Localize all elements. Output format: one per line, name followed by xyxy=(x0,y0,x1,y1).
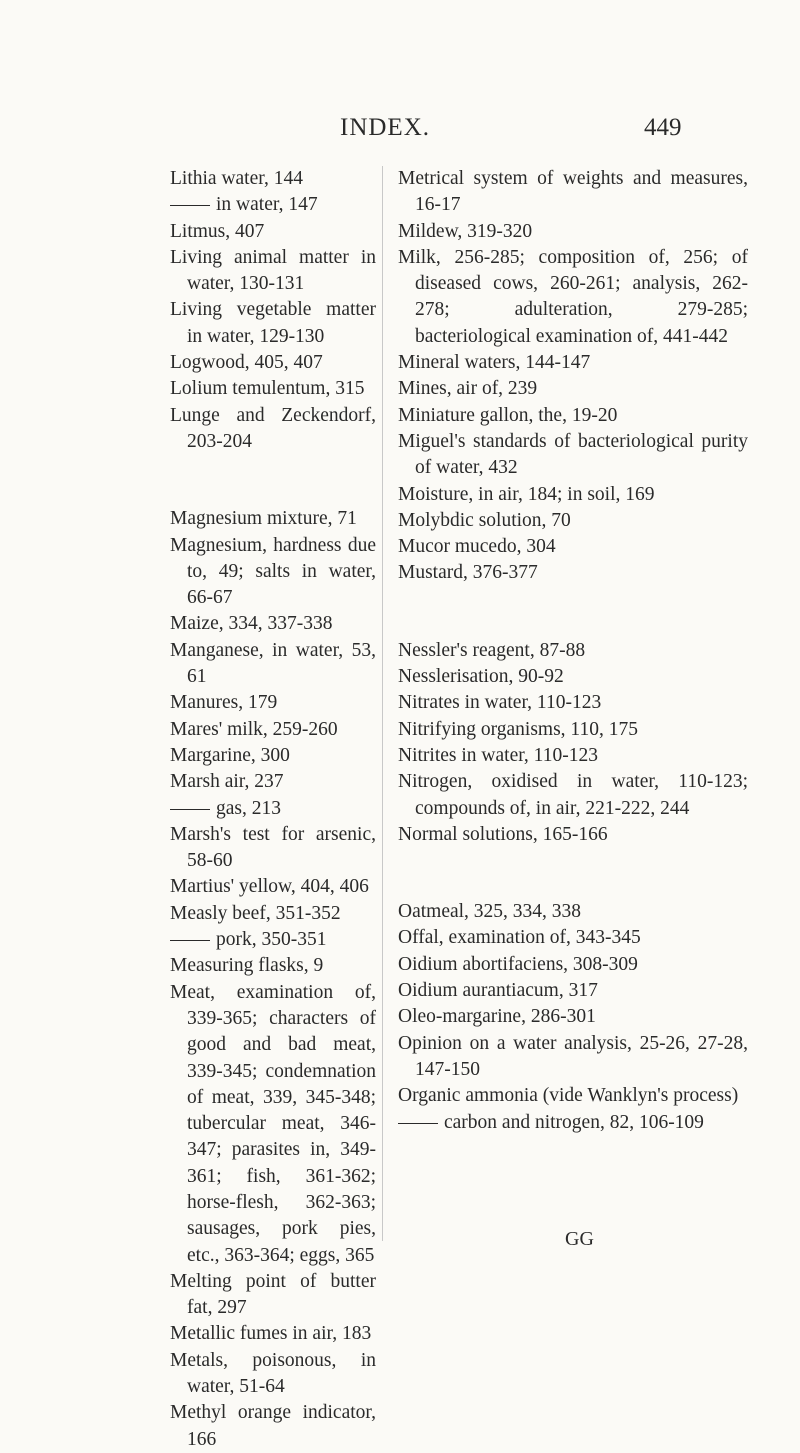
index-entry: Measly beef, 351-352 xyxy=(170,902,341,924)
index-entry: Marsh air, 237 xyxy=(170,771,284,793)
section-gap xyxy=(398,587,748,638)
signature-mark: GG xyxy=(565,1228,594,1250)
index-entry: Metals, poisonous, in water, 51-64 xyxy=(170,1349,376,1398)
ditto-dash xyxy=(170,205,210,206)
index-entry: Nitrogen, oxidised in water, 110-123; compounds of, in air, 221-222, 244 xyxy=(398,771,748,819)
index-entry: in water, 147 xyxy=(170,192,376,218)
index-entry: Melting point of butter fat, 297 xyxy=(170,1270,376,1319)
section-gap xyxy=(170,455,376,506)
index-entry: Oidium aurantiacum, 317 xyxy=(398,980,598,1002)
index-entry: Metallic fumes in air, 183 xyxy=(170,1323,372,1345)
index-entry: Mustard, 376-377 xyxy=(398,562,538,584)
index-entry: Magnesium, hardness due to, 49; salts in water, 66-67 xyxy=(170,534,376,609)
index-entry: Methyl orange indicator, 166 xyxy=(170,1402,376,1450)
column-divider xyxy=(382,166,383,1241)
index-entry: Living vegetable matter in water, 129-130 xyxy=(170,299,376,347)
index-entry: Magnesium mixture, 71 xyxy=(170,508,357,530)
index-entry: Metrical system of weights and measures, 16-17 xyxy=(398,168,748,216)
index-entry: Mineral waters, 144-147 xyxy=(398,352,591,374)
ditto-dash xyxy=(170,809,210,810)
index-entry: Living animal matter in water, 130-131 xyxy=(170,246,376,295)
index-entry: Mines, air of, 239 xyxy=(398,378,538,400)
index-entry: Lolium temulentum, 315 xyxy=(170,378,365,400)
index-entry: Nitrates in water, 110-123 xyxy=(398,692,602,714)
index-entry: Maize, 334, 337-338 xyxy=(170,613,333,635)
ditto-dash xyxy=(398,1123,438,1124)
index-entry: Margarine, 300 xyxy=(170,744,290,766)
index-entry: Opinion on a water analysis, 25-26, 27-28, 147-150 xyxy=(398,1032,748,1080)
index-entry: pork, 350-351 xyxy=(170,927,376,953)
page-title: INDEX. xyxy=(340,114,431,141)
index-entry: Moisture, in air, 184; in soil, 169 xyxy=(398,483,655,505)
index-column-left xyxy=(170,166,376,1453)
index-entry: Nitrifying organisms, 110, 175 xyxy=(398,718,638,740)
index-entry: Mucor mucedo, 304 xyxy=(398,536,556,558)
index-entry: Offal, examination of, 343-345 xyxy=(398,927,641,949)
index-entry: Miniature gallon, the, 19-20 xyxy=(398,404,618,426)
section-gap xyxy=(398,848,748,899)
index-entry: Litmus, 407 xyxy=(170,220,265,242)
index-entry: Meat, examination of, 339-365; characters of good and bad meat, 339-345; condemnation of meat, 339, 345-348; tubercular meat, 346-347; parasites in, 349-361; fish, 361-362; horse-flesh, 362-363; sausages, pork pies, etc., 363-364; eggs, 365 xyxy=(170,981,376,1266)
index-entry: Milk, 256-285; composition of, 256; of diseased cows, 260-261; analysis, 262-278; adulteration, 279-285; bacteriological examination of, 441-442 xyxy=(398,246,748,347)
index-entry: Manures, 179 xyxy=(170,692,278,714)
index-entry: Molybdic solution, 70 xyxy=(398,509,571,531)
ditto-dash xyxy=(170,940,210,941)
index-entry: Oidium abortifaciens, 308-309 xyxy=(398,953,638,975)
index-entry: Oatmeal, 325, 334, 338 xyxy=(398,901,582,923)
index-entry: Miguel's standards of bacteriological purity of water, 432 xyxy=(398,430,748,479)
index-entry: Nessler's reagent, 87-88 xyxy=(398,639,586,661)
index-entry: Mildew, 319-320 xyxy=(398,220,533,242)
index-entry: Martius' yellow, 404, 406 xyxy=(170,876,369,898)
index-entry: Mares' milk, 259-260 xyxy=(170,718,338,740)
index-entry: Logwood, 405, 407 xyxy=(170,352,323,374)
page-number: 449 xyxy=(644,114,682,141)
index-column-right xyxy=(398,166,748,1136)
index-entry: Marsh's test for arsenic, 58-60 xyxy=(170,823,376,872)
page-header xyxy=(0,114,800,144)
index-entry: Lunge and Zeckendorf, 203-204 xyxy=(170,404,376,452)
index-entry: Nesslerisation, 90-92 xyxy=(398,666,564,688)
index-entry: Normal solutions, 165-166 xyxy=(398,823,608,845)
index-entry: Manganese, in water, 53, 61 xyxy=(170,639,376,688)
index-entry: Organic ammonia (vide Wanklyn's process) xyxy=(398,1085,739,1107)
index-entry: Lithia water, 144 xyxy=(170,168,303,189)
index-entry: Oleo-margarine, 286-301 xyxy=(398,1006,596,1028)
index-entry: Nitrites in water, 110-123 xyxy=(398,744,598,766)
index-entry: carbon and nitrogen, 82, 106-109 xyxy=(398,1110,748,1136)
index-entry: gas, 213 xyxy=(170,796,376,822)
index-entry: Measuring flasks, 9 xyxy=(170,955,324,977)
